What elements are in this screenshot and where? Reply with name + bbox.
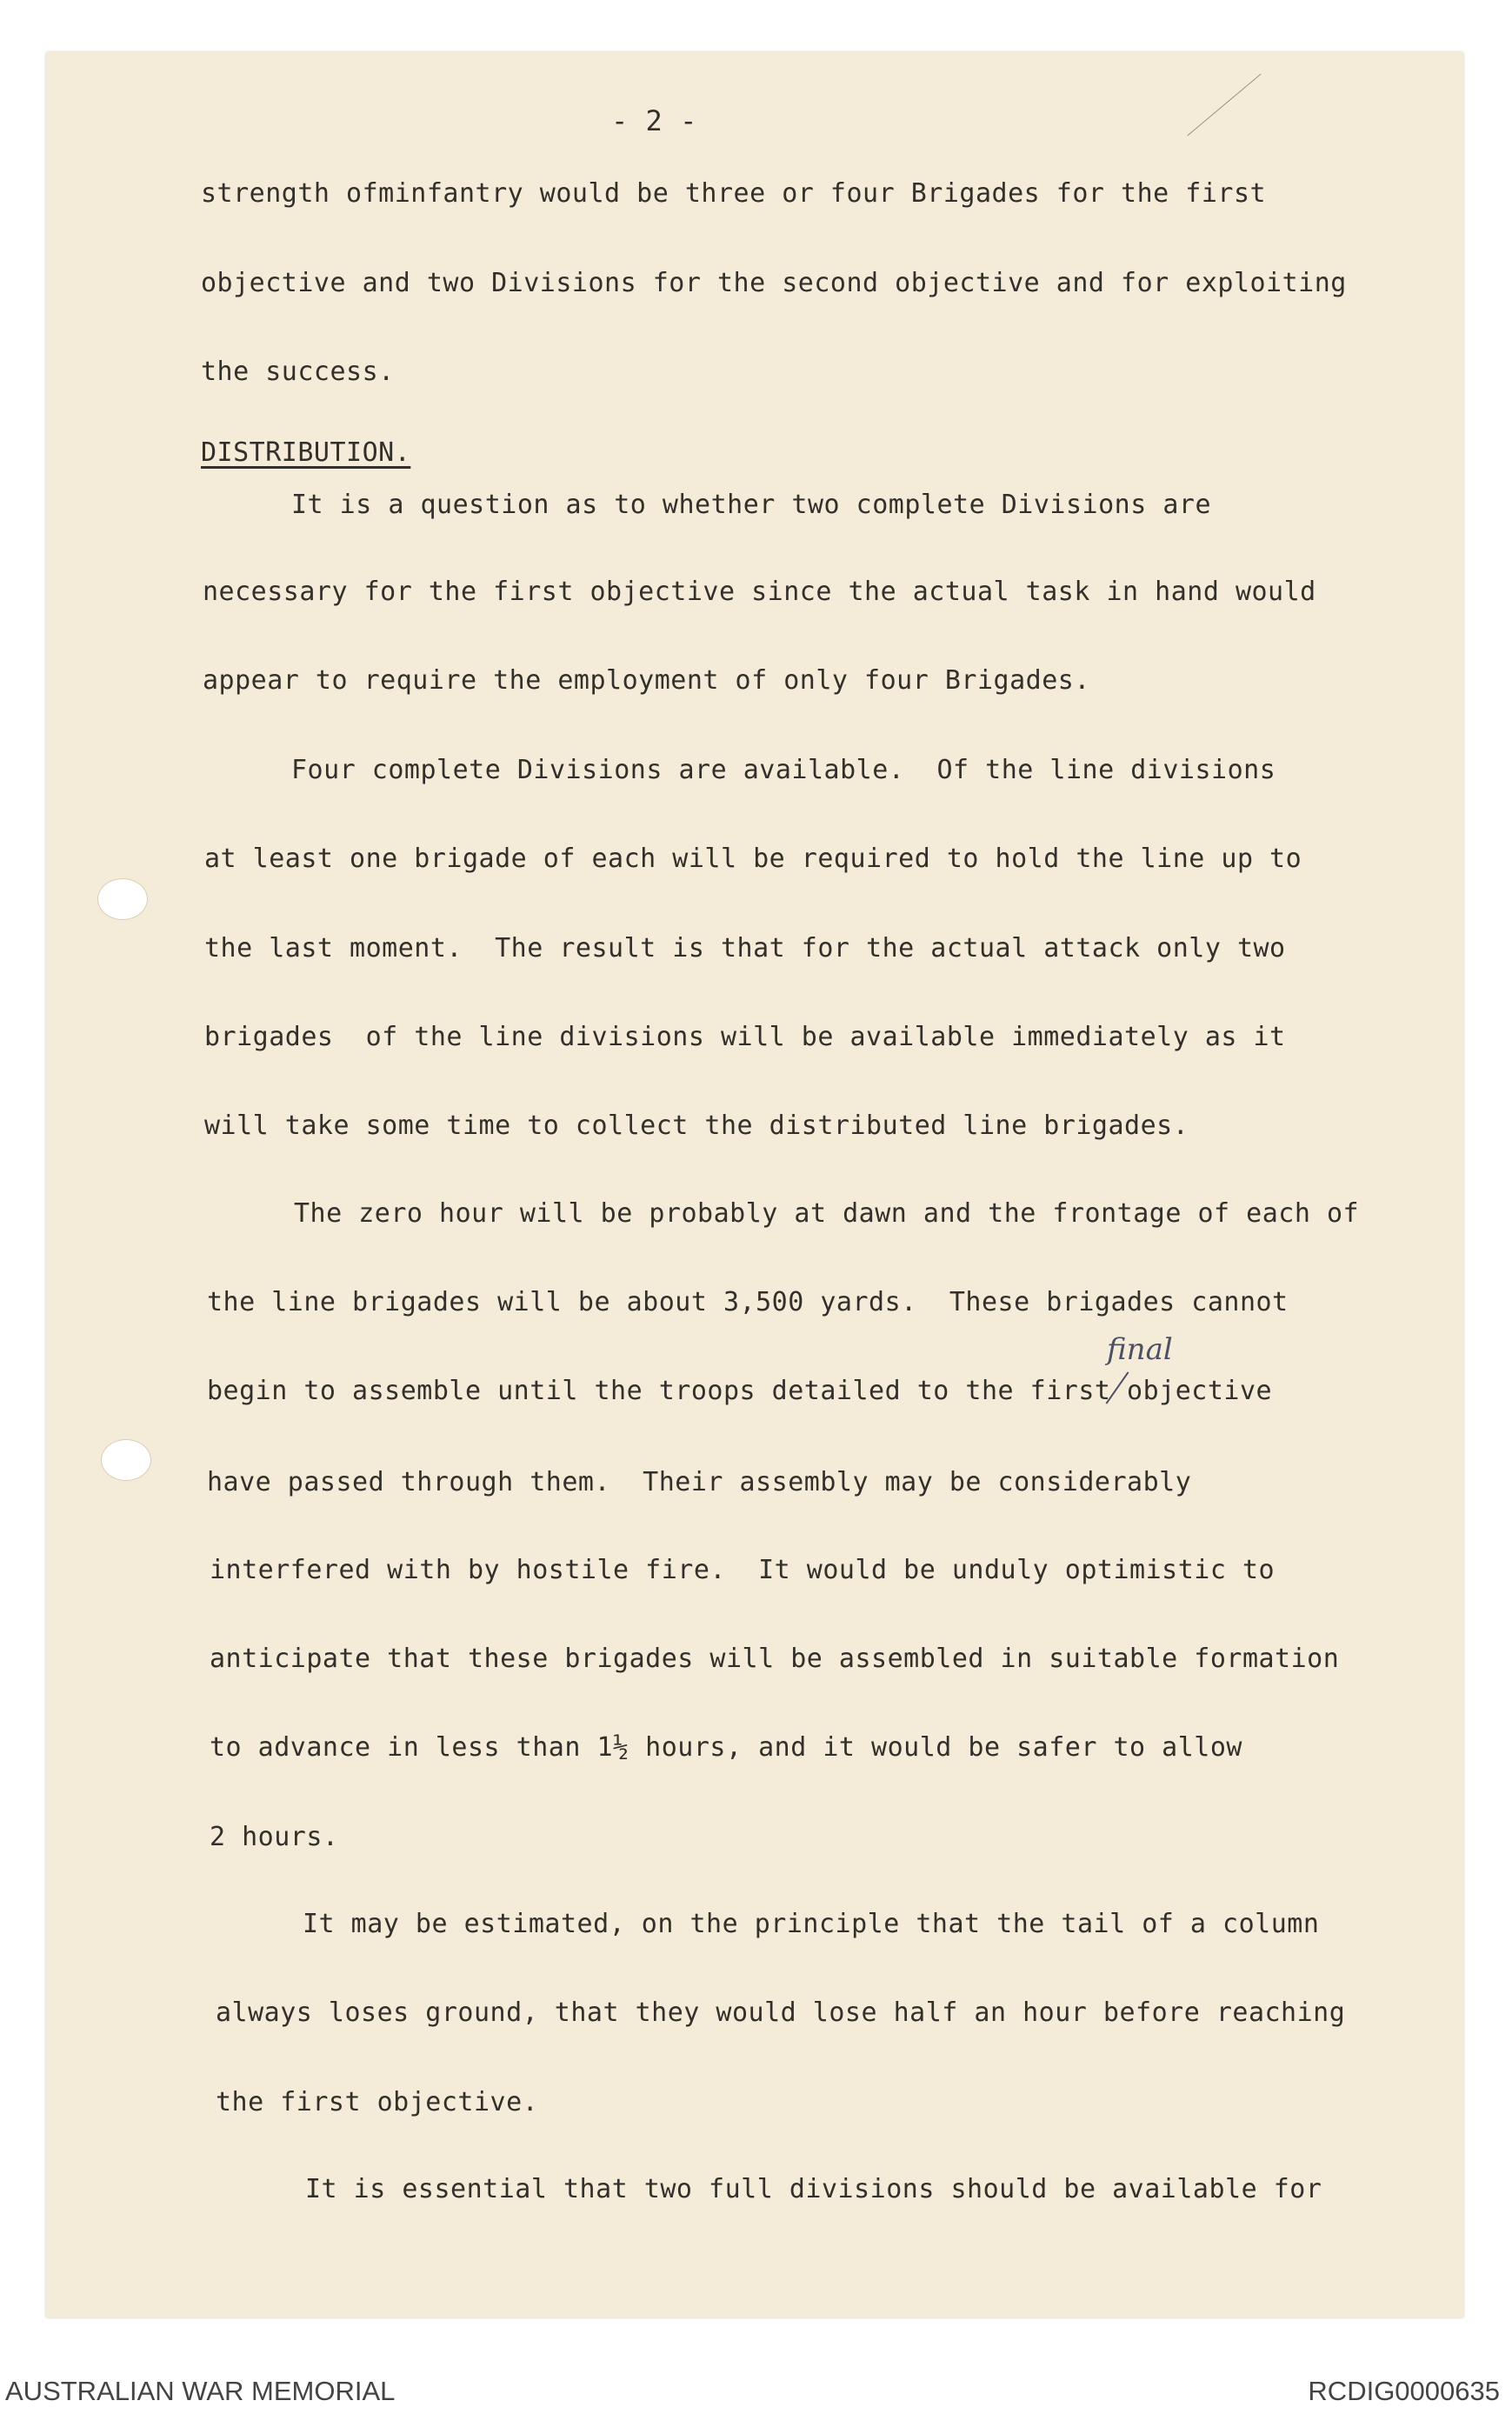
text-line: It is essential that two full divisions should be available for [305, 2174, 1322, 2204]
text-line: appear to require the employment of only four Brigades. [203, 665, 1090, 696]
text-line: at least one brigade of each will be required to hold the line up to [204, 844, 1302, 874]
text-line: It may be estimated, on the principle that the tail of a column [303, 1909, 1320, 1939]
text-line: the last moment. The result is that for the actual attack only two [204, 933, 1286, 964]
text-line: have passed through them. Their assembly may be considerably [207, 1467, 1192, 1497]
text-line: the success. [201, 357, 395, 387]
handwritten-correction: final [1107, 1332, 1173, 1367]
text-line: strength ofminfantry would be three or four Brigades for the first [201, 178, 1267, 209]
footer-institution: AUSTRALIAN WAR MEMORIAL [5, 2376, 396, 2406]
text-line: Four complete Divisions are available. Of the line divisions [291, 755, 1276, 785]
pencil-stroke-mark [1188, 74, 1262, 136]
footer-record-id: RCDIG0000635 [1308, 2376, 1500, 2406]
text-line: anticipate that these brigades will be assembled in suitable formation [210, 1644, 1340, 1674]
text-line: begin to assemble until the troops detailed to the first objective [207, 1376, 1273, 1406]
text-line: necessary for the first objective since the actual task in hand would [203, 577, 1316, 607]
page-number: - 2 - [611, 104, 697, 137]
section-heading: DISTRIBUTION. [201, 437, 411, 468]
document-page [46, 52, 1463, 2317]
text-line: brigades of the line divisions will be available immediately as it [204, 1022, 1286, 1052]
text-line: 2 hours. [210, 1822, 339, 1852]
text-line: interfered with by hostile fire. It would be unduly optimistic to [210, 1555, 1276, 1585]
text-line: The zero hour will be probably at dawn and the frontage of each of [294, 1198, 1360, 1229]
text-line: always loses ground, that they would lose half an hour before reaching [216, 1997, 1346, 2028]
punch-hole-bottom [101, 1439, 151, 1481]
text-line: It is a question as to whether two complete Divisions are [291, 490, 1212, 520]
punch-hole-top [97, 878, 148, 920]
text-line: to advance in less than 1½ hours, and it would be safer to allow [210, 1732, 1242, 1763]
text-line: the line brigades will be about 3,500 yards. These brigades cannot [207, 1287, 1289, 1317]
text-line: will take some time to collect the distributed line brigades. [204, 1110, 1189, 1141]
text-line: the first objective. [216, 2087, 539, 2117]
text-line: objective and two Divisions for the second objective and for exploiting [201, 268, 1347, 298]
